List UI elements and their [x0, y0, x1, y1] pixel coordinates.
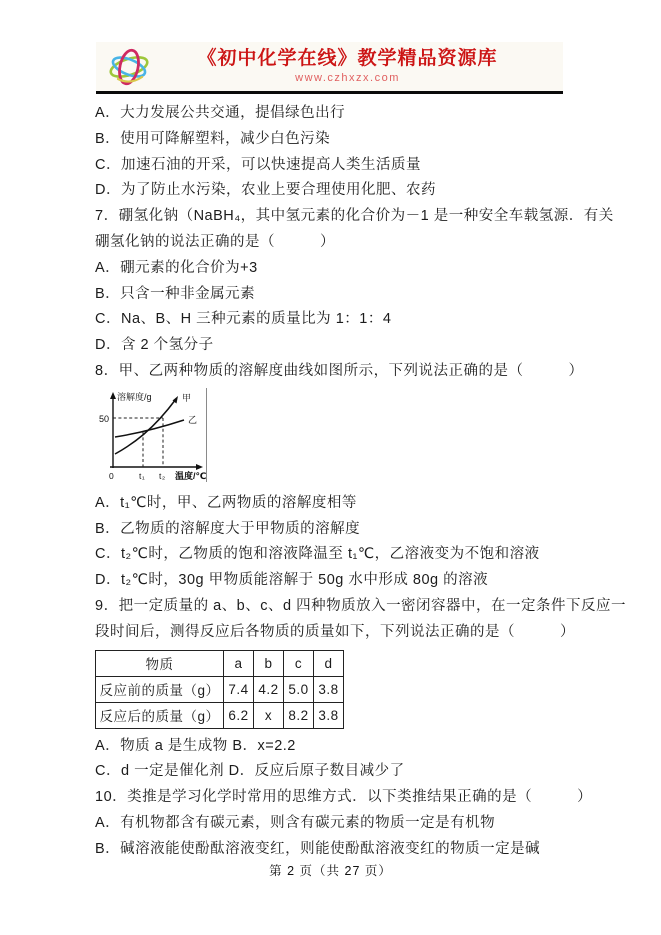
q6-option-c: C．加速石油的开采，可以快速提高人类生活质量 — [95, 156, 421, 173]
curve-jia — [115, 399, 176, 454]
q8-option-c: C．t₂℃时，乙物质的饱和溶液降温至 t₁℃，乙溶液变为不饱和溶液 — [95, 546, 540, 563]
table-header-d: d — [314, 650, 344, 676]
q8-option-b: B．乙物质的溶解度大于甲物质的溶解度 — [95, 520, 361, 537]
table-header-substance: 物质 — [96, 650, 224, 676]
table-cell-before-label: 反应前的质量（g） — [96, 676, 224, 702]
table-cell-before-a: 7.4 — [224, 676, 254, 702]
q10-option-a: A．有机物都含有碳元素，则含有碳元素的物质一定是有机物 — [95, 814, 496, 831]
atom-logo-icon — [104, 43, 154, 91]
table-header-b: b — [254, 650, 284, 676]
table-cell-after-a: 6.2 — [224, 702, 254, 728]
table-cell-after-b: x — [254, 702, 284, 728]
figure-ylabel: 溶解度/g — [117, 391, 152, 402]
curve-yi-label: 乙 — [188, 414, 198, 425]
table-row-before — [96, 676, 344, 702]
q7-option-c: C．Na、B、H 三种元素的质量比为 1：1：4 — [95, 311, 392, 328]
table-header-a: a — [224, 650, 254, 676]
document-content — [95, 101, 627, 863]
q8-option-d: D．t₂℃时，30g 甲物质能溶解于 50g 水中形成 80g 的溶液 — [95, 572, 489, 589]
table-cell-after-d: 3.8 — [314, 702, 344, 728]
q9-options-cd: C．d 一定是催化剂 D．反应后原子数目减少了 — [95, 763, 405, 780]
table-cell-after-c: 8.2 — [284, 702, 314, 728]
q10-option-b: B．碱溶液能使酚酞溶液变红，则能使酚酞溶液变红的物质一定是碱 — [95, 840, 541, 857]
figure-ytick-50: 50 — [99, 413, 110, 424]
curve-jia-label: 甲 — [182, 392, 192, 403]
q7-stem-line1: 7．硼氢化钠（NaBH₄，其中氢元素的化合价为－1 是一种安全车载氢源．有关 — [95, 208, 614, 225]
q8-stem: 8．甲、乙两种物质的溶解度曲线如图所示，下列说法正确的是（ ） — [95, 362, 584, 379]
solubility-curve-figure — [97, 387, 567, 487]
q6-option-d: D．为了防止水污染，农业上要合理使用化肥、农药 — [95, 182, 436, 199]
site-header-banner — [96, 42, 563, 94]
q7-option-d: D．含 2 个氢分子 — [95, 337, 214, 354]
table-cell-before-d: 3.8 — [314, 676, 344, 702]
q6-option-b: B．使用可降解塑料，减少白色污染 — [95, 130, 331, 147]
figure-xlabel: 温度/℃ — [175, 470, 207, 481]
figure-xtick-t1: t₁ — [139, 470, 146, 481]
header-text-block — [96, 47, 563, 86]
site-url: www.czhxzx.com — [295, 72, 400, 84]
figure-xtick-0: 0 — [109, 470, 115, 481]
table-cell-before-c: 5.0 — [284, 676, 314, 702]
table-cell-after-label: 反应后的质量（g） — [96, 702, 224, 728]
q7-option-a: A．硼元素的化合价为+3 — [95, 259, 258, 276]
site-title: 《初中化学在线》教学精品资源库 — [197, 48, 498, 69]
table-header-row — [96, 650, 344, 676]
page-number-footer: 第 2 页（共 27 页） — [269, 864, 392, 878]
q10-stem: 10．类推是学习化学时常用的思维方式．以下类推结果正确的是（ ） — [95, 789, 593, 806]
table-header-c: c — [284, 650, 314, 676]
q7-stem-line2: 硼氢化钠的说法正确的是（ ） — [95, 233, 335, 250]
q9-options-ab: A．物质 a 是生成物 B．x=2.2 — [95, 737, 296, 754]
scan-artifact-line — [206, 388, 207, 482]
q9-stem-line2: 段时间后，测得反应后各物质的质量如下，下列说法正确的是（ ） — [95, 623, 575, 640]
q7-option-b: B．只含一种非金属元素 — [95, 285, 256, 302]
figure-xtick-t2: t₂ — [159, 470, 166, 481]
table-row-after — [96, 702, 344, 728]
q8-option-a: A．t₁℃时，甲、乙两物质的溶解度相等 — [95, 494, 357, 511]
reaction-mass-table — [95, 650, 344, 729]
q6-option-a: A．大力发展公共交通，提倡绿色出行 — [95, 105, 346, 121]
q9-stem-line1: 9．把一定质量的 a、b、c、d 四种物质放入一密闭容器中，在一定条件下反应一 — [95, 597, 627, 614]
table-cell-before-b: 4.2 — [254, 676, 284, 702]
